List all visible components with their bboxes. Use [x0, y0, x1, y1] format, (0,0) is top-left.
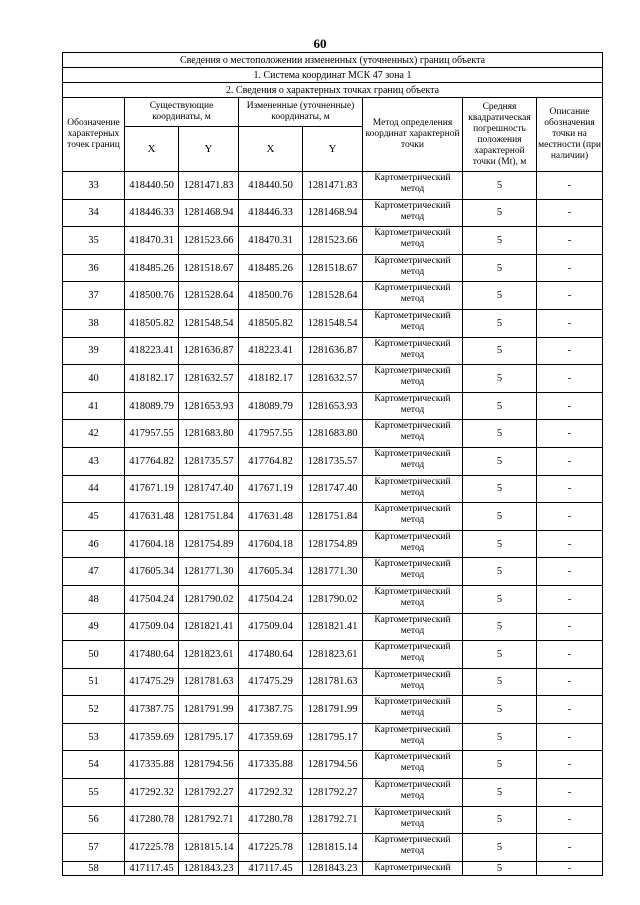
- cell-existing-y: 1281751.84: [179, 503, 239, 531]
- cell-description: -: [537, 254, 603, 282]
- cell-description: -: [537, 172, 603, 200]
- cell-point-id: 55: [63, 779, 125, 807]
- cell-method: Картометрический метод: [363, 723, 463, 751]
- cell-accuracy: 5: [463, 365, 537, 393]
- cell-accuracy: 5: [463, 696, 537, 724]
- header-method: Метод определения координат характерной точки: [363, 98, 463, 172]
- section-title: 2. Сведения о характерных точках границ объекта: [63, 83, 603, 98]
- cell-description: -: [537, 199, 603, 227]
- cell-existing-y: 1281815.14: [179, 834, 239, 862]
- table-row: [63, 806, 603, 834]
- cell-existing-y: 1281823.61: [179, 641, 239, 669]
- header-description: Описание обозначения точки на местности (при наличии): [537, 98, 603, 172]
- cell-point-id: 36: [63, 254, 125, 282]
- cell-description: -: [537, 475, 603, 503]
- cell-description: -: [537, 337, 603, 365]
- cell-accuracy: 5: [463, 779, 537, 807]
- cell-description: -: [537, 585, 603, 613]
- cell-point-id: 49: [63, 613, 125, 641]
- cell-changed-x: 418485.26: [239, 254, 303, 282]
- table-row: [63, 751, 603, 779]
- cell-changed-y: 1281735.57: [303, 447, 363, 475]
- cell-method: Картометрический метод: [363, 392, 463, 420]
- cell-changed-y: 1281747.40: [303, 475, 363, 503]
- cell-changed-x: 417605.34: [239, 558, 303, 586]
- cell-changed-y: 1281791.99: [303, 696, 363, 724]
- cell-accuracy: 5: [463, 227, 537, 255]
- cell-existing-y: 1281471.83: [179, 172, 239, 200]
- cell-changed-x: 418440.50: [239, 172, 303, 200]
- cell-changed-x: 418505.82: [239, 309, 303, 337]
- table-row: [63, 641, 603, 669]
- cell-method: Картометрический метод: [363, 558, 463, 586]
- cell-description: -: [537, 668, 603, 696]
- cell-point-id: 45: [63, 503, 125, 531]
- cell-method: Картометрический метод: [363, 447, 463, 475]
- cell-point-id: 50: [63, 641, 125, 669]
- cell-existing-y: 1281771.30: [179, 558, 239, 586]
- cell-existing-y: 1281747.40: [179, 475, 239, 503]
- cell-existing-x: 417117.45: [125, 861, 179, 875]
- cell-existing-x: 418223.41: [125, 337, 179, 365]
- cell-accuracy: 5: [463, 751, 537, 779]
- cell-existing-y: 1281636.87: [179, 337, 239, 365]
- cell-accuracy: 5: [463, 475, 537, 503]
- table-row: [63, 530, 603, 558]
- table-row: [63, 696, 603, 724]
- cell-existing-y: 1281754.89: [179, 530, 239, 558]
- cell-description: -: [537, 861, 603, 875]
- cell-changed-y: 1281751.84: [303, 503, 363, 531]
- cell-existing-x: 417280.78: [125, 806, 179, 834]
- cell-changed-x: 418470.31: [239, 227, 303, 255]
- table-row: [63, 779, 603, 807]
- cell-existing-y: 1281792.71: [179, 806, 239, 834]
- header-changed-y: Y: [303, 127, 363, 172]
- cell-changed-y: 1281821.41: [303, 613, 363, 641]
- cell-existing-y: 1281794.56: [179, 751, 239, 779]
- cell-existing-x: 417509.04: [125, 613, 179, 641]
- cell-existing-x: 417605.34: [125, 558, 179, 586]
- cell-method: Картометрический метод: [363, 530, 463, 558]
- cell-method: Картометрический метод: [363, 309, 463, 337]
- cell-accuracy: 5: [463, 254, 537, 282]
- cell-point-id: 52: [63, 696, 125, 724]
- cell-accuracy: 5: [463, 806, 537, 834]
- cell-changed-y: 1281548.54: [303, 309, 363, 337]
- cell-method: Картометрический метод: [363, 806, 463, 834]
- cell-changed-y: 1281771.30: [303, 558, 363, 586]
- cell-method: Картометрический метод: [363, 199, 463, 227]
- header-changed-coords: Измененные (уточненные) координаты, м: [239, 98, 363, 127]
- table-row: [63, 392, 603, 420]
- cell-existing-x: 417504.24: [125, 585, 179, 613]
- cell-method: Картометрический метод: [363, 337, 463, 365]
- cell-changed-y: 1281794.56: [303, 751, 363, 779]
- cell-method: Картометрический метод: [363, 668, 463, 696]
- cell-description: -: [537, 613, 603, 641]
- cell-accuracy: 5: [463, 392, 537, 420]
- cell-description: -: [537, 723, 603, 751]
- cell-description: -: [537, 420, 603, 448]
- cell-existing-x: 418505.82: [125, 309, 179, 337]
- cell-method: Картометрический метод: [363, 227, 463, 255]
- cell-point-id: 43: [63, 447, 125, 475]
- table-row: [63, 613, 603, 641]
- cell-description: -: [537, 447, 603, 475]
- cell-description: -: [537, 751, 603, 779]
- cell-description: -: [537, 309, 603, 337]
- cell-method: Картометрический метод: [363, 365, 463, 393]
- cell-point-id: 33: [63, 172, 125, 200]
- cell-changed-x: 418182.17: [239, 365, 303, 393]
- table-row: [63, 834, 603, 862]
- cell-changed-y: 1281754.89: [303, 530, 363, 558]
- cell-existing-x: 417671.19: [125, 475, 179, 503]
- cell-accuracy: 5: [463, 503, 537, 531]
- cell-changed-x: 417764.82: [239, 447, 303, 475]
- cell-method: Картометрический метод: [363, 751, 463, 779]
- cell-changed-y: 1281792.71: [303, 806, 363, 834]
- cell-existing-y: 1281843.23: [179, 861, 239, 875]
- cell-changed-y: 1281781.63: [303, 668, 363, 696]
- table-row: [63, 723, 603, 751]
- header-point-id: Обозначение характерных точек границ: [63, 98, 125, 172]
- cell-existing-y: 1281735.57: [179, 447, 239, 475]
- cell-description: -: [537, 503, 603, 531]
- table-row: [63, 227, 603, 255]
- table-row: [63, 282, 603, 310]
- cell-changed-y: 1281518.67: [303, 254, 363, 282]
- cell-existing-x: 417225.78: [125, 834, 179, 862]
- cell-changed-x: 417671.19: [239, 475, 303, 503]
- cell-description: -: [537, 558, 603, 586]
- cell-existing-x: 417292.32: [125, 779, 179, 807]
- cell-existing-x: 417631.48: [125, 503, 179, 531]
- cell-point-id: 38: [63, 309, 125, 337]
- cell-method: Картометрический метод: [363, 585, 463, 613]
- cell-method: Картометрический метод: [363, 172, 463, 200]
- cell-accuracy: 5: [463, 420, 537, 448]
- cell-changed-x: 417604.18: [239, 530, 303, 558]
- cell-existing-x: 417604.18: [125, 530, 179, 558]
- cell-existing-y: 1281792.27: [179, 779, 239, 807]
- cell-description: -: [537, 779, 603, 807]
- cell-point-id: 56: [63, 806, 125, 834]
- table-row: [63, 420, 603, 448]
- cell-changed-y: 1281471.83: [303, 172, 363, 200]
- header-changed-x: X: [239, 127, 303, 172]
- cell-method: Картометрический метод: [363, 282, 463, 310]
- cell-existing-x: 418470.31: [125, 227, 179, 255]
- cell-method: Картометрический метод: [363, 503, 463, 531]
- cell-description: -: [537, 392, 603, 420]
- cell-method: Картометрический метод: [363, 254, 463, 282]
- cell-changed-y: 1281468.94: [303, 199, 363, 227]
- coordinate-system: 1. Система координат МСК 47 зона 1: [63, 68, 603, 83]
- cell-changed-y: 1281653.93: [303, 392, 363, 420]
- cell-point-id: 54: [63, 751, 125, 779]
- table-row: [63, 172, 603, 200]
- table-row: [63, 585, 603, 613]
- cell-changed-y: 1281792.27: [303, 779, 363, 807]
- cell-existing-y: 1281528.64: [179, 282, 239, 310]
- cell-accuracy: 5: [463, 723, 537, 751]
- cell-accuracy: 5: [463, 668, 537, 696]
- cell-method: Картометрический метод: [363, 779, 463, 807]
- table-row: [63, 861, 603, 875]
- cell-accuracy: 5: [463, 447, 537, 475]
- table-row: [63, 254, 603, 282]
- cell-accuracy: 5: [463, 641, 537, 669]
- cell-point-id: 37: [63, 282, 125, 310]
- cell-description: -: [537, 641, 603, 669]
- cell-existing-x: 418446.33: [125, 199, 179, 227]
- cell-point-id: 51: [63, 668, 125, 696]
- cell-existing-y: 1281632.57: [179, 365, 239, 393]
- cell-changed-x: 417387.75: [239, 696, 303, 724]
- cell-changed-x: 417475.29: [239, 668, 303, 696]
- cell-existing-y: 1281821.41: [179, 613, 239, 641]
- cell-changed-x: 417359.69: [239, 723, 303, 751]
- cell-existing-x: 417480.64: [125, 641, 179, 669]
- cell-point-id: 46: [63, 530, 125, 558]
- cell-changed-x: 418089.79: [239, 392, 303, 420]
- cell-point-id: 42: [63, 420, 125, 448]
- cell-existing-y: 1281790.02: [179, 585, 239, 613]
- cell-method: Картометрический метод: [363, 420, 463, 448]
- boundary-points-table: [62, 52, 603, 876]
- cell-existing-x: 418089.79: [125, 392, 179, 420]
- cell-existing-y: 1281518.67: [179, 254, 239, 282]
- cell-point-id: 35: [63, 227, 125, 255]
- cell-accuracy: 5: [463, 613, 537, 641]
- cell-accuracy: 5: [463, 558, 537, 586]
- header-existing-coords: Существующие координаты, м: [125, 98, 239, 127]
- cell-existing-y: 1281548.54: [179, 309, 239, 337]
- cell-point-id: 58: [63, 861, 125, 875]
- cell-changed-y: 1281823.61: [303, 641, 363, 669]
- cell-method: Картометрический метод: [363, 613, 463, 641]
- cell-point-id: 44: [63, 475, 125, 503]
- cell-changed-y: 1281795.17: [303, 723, 363, 751]
- cell-description: -: [537, 282, 603, 310]
- cell-changed-x: 417225.78: [239, 834, 303, 862]
- table-title: Сведения о местоположении измененных (уточненных) границ объекта: [63, 53, 603, 68]
- header-existing-x: X: [125, 127, 179, 172]
- table-row: [63, 365, 603, 393]
- cell-existing-y: 1281781.63: [179, 668, 239, 696]
- cell-existing-y: 1281683.80: [179, 420, 239, 448]
- cell-existing-y: 1281653.93: [179, 392, 239, 420]
- cell-changed-y: 1281528.64: [303, 282, 363, 310]
- cell-changed-y: 1281843.23: [303, 861, 363, 875]
- cell-point-id: 40: [63, 365, 125, 393]
- cell-existing-x: 418485.26: [125, 254, 179, 282]
- table-row: [63, 668, 603, 696]
- cell-existing-y: 1281791.99: [179, 696, 239, 724]
- cell-existing-x: 417764.82: [125, 447, 179, 475]
- cell-changed-x: 417509.04: [239, 613, 303, 641]
- cell-changed-x: 418500.76: [239, 282, 303, 310]
- cell-method: Картометрический метод: [363, 696, 463, 724]
- cell-method: Картометрический: [363, 861, 463, 875]
- cell-changed-y: 1281632.57: [303, 365, 363, 393]
- cell-accuracy: 5: [463, 282, 537, 310]
- cell-accuracy: 5: [463, 530, 537, 558]
- table-row: [63, 337, 603, 365]
- cell-accuracy: 5: [463, 834, 537, 862]
- cell-changed-y: 1281683.80: [303, 420, 363, 448]
- cell-changed-y: 1281790.02: [303, 585, 363, 613]
- cell-description: -: [537, 696, 603, 724]
- table-row: [63, 199, 603, 227]
- cell-accuracy: 5: [463, 309, 537, 337]
- cell-method: Картометрический метод: [363, 641, 463, 669]
- cell-existing-x: 417359.69: [125, 723, 179, 751]
- cell-accuracy: 5: [463, 585, 537, 613]
- cell-existing-x: 418182.17: [125, 365, 179, 393]
- cell-point-id: 39: [63, 337, 125, 365]
- cell-accuracy: 5: [463, 861, 537, 875]
- cell-accuracy: 5: [463, 337, 537, 365]
- cell-point-id: 41: [63, 392, 125, 420]
- table-row: [63, 309, 603, 337]
- cell-changed-x: 418446.33: [239, 199, 303, 227]
- cell-changed-x: 417957.55: [239, 420, 303, 448]
- cell-changed-x: 417117.45: [239, 861, 303, 875]
- cell-existing-x: 417387.75: [125, 696, 179, 724]
- cell-existing-y: 1281523.66: [179, 227, 239, 255]
- cell-existing-y: 1281795.17: [179, 723, 239, 751]
- cell-point-id: 47: [63, 558, 125, 586]
- table-row: [63, 503, 603, 531]
- cell-existing-y: 1281468.94: [179, 199, 239, 227]
- cell-point-id: 57: [63, 834, 125, 862]
- cell-changed-x: 417335.88: [239, 751, 303, 779]
- cell-description: -: [537, 365, 603, 393]
- cell-point-id: 53: [63, 723, 125, 751]
- header-existing-y: Y: [179, 127, 239, 172]
- cell-existing-x: 417957.55: [125, 420, 179, 448]
- cell-changed-y: 1281815.14: [303, 834, 363, 862]
- cell-changed-y: 1281523.66: [303, 227, 363, 255]
- table-row: [63, 558, 603, 586]
- cell-accuracy: 5: [463, 172, 537, 200]
- page-number: 60: [313, 36, 327, 51]
- cell-description: -: [537, 834, 603, 862]
- cell-method: Картометрический метод: [363, 475, 463, 503]
- header-accuracy: Средняя квадратическая погрешность положения характерной точки (Mt), м: [463, 98, 537, 172]
- cell-existing-x: 418440.50: [125, 172, 179, 200]
- cell-description: -: [537, 806, 603, 834]
- cell-changed-x: 417631.48: [239, 503, 303, 531]
- cell-description: -: [537, 530, 603, 558]
- cell-point-id: 34: [63, 199, 125, 227]
- cell-changed-x: 417504.24: [239, 585, 303, 613]
- cell-changed-y: 1281636.87: [303, 337, 363, 365]
- table-row: [63, 475, 603, 503]
- cell-changed-x: 417480.64: [239, 641, 303, 669]
- cell-point-id: 48: [63, 585, 125, 613]
- cell-accuracy: 5: [463, 199, 537, 227]
- cell-existing-x: 418500.76: [125, 282, 179, 310]
- table-row: [63, 447, 603, 475]
- cell-changed-x: 418223.41: [239, 337, 303, 365]
- cell-changed-x: 417280.78: [239, 806, 303, 834]
- cell-method: Картометрический метод: [363, 834, 463, 862]
- cell-existing-x: 417335.88: [125, 751, 179, 779]
- cell-description: -: [537, 227, 603, 255]
- cell-changed-x: 417292.32: [239, 779, 303, 807]
- cell-existing-x: 417475.29: [125, 668, 179, 696]
